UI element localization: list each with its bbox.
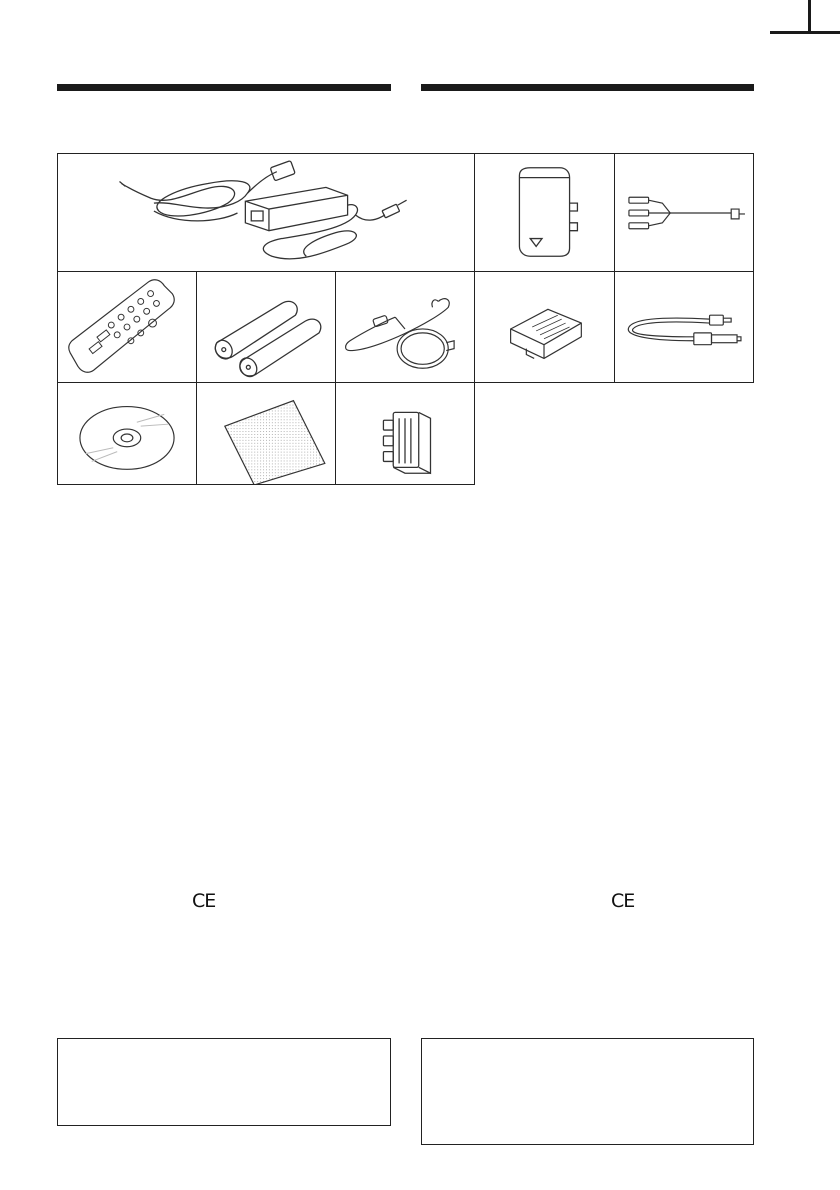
av-connecting-cable-icon — [615, 154, 753, 271]
remote-commander-icon — [58, 272, 196, 382]
accessory-cell-lens-cap — [335, 271, 475, 383]
cd-rom-icon — [58, 383, 196, 484]
shoe-cover-icon — [475, 272, 614, 382]
lens-cap-with-strap-icon — [336, 272, 474, 382]
left-notice-box — [57, 1038, 391, 1126]
accessory-cell-av-cable — [614, 153, 754, 272]
scart-adaptor-icon — [336, 383, 474, 484]
usb-cable-icon — [615, 272, 753, 382]
accessory-cell-scart-adaptor — [335, 382, 475, 485]
accessory-cell-ac-adaptor — [57, 153, 475, 272]
left-column-header-rule — [57, 84, 391, 91]
ce-mark-right: CE — [611, 890, 635, 912]
right-notice-box — [421, 1038, 754, 1145]
accessory-cell-batteries — [196, 271, 336, 383]
right-column-header-rule — [421, 84, 754, 91]
accessory-cell-shoe-cover — [474, 271, 615, 383]
corner-marker-vertical — [808, 0, 811, 34]
corner-marker-horizontal — [770, 31, 840, 34]
accessory-cell-usb-cable — [614, 271, 754, 383]
accessory-cell-remote — [57, 271, 197, 383]
cleaning-cloth-icon — [197, 383, 335, 484]
ac-adaptor-with-power-cord-icon — [58, 154, 474, 271]
battery-pack-icon — [475, 154, 614, 271]
r6-batteries-icon — [197, 272, 335, 382]
ce-mark-left: CE — [192, 890, 216, 912]
accessory-cell-cd-rom — [57, 382, 197, 485]
accessory-cell-battery-pack — [474, 153, 615, 272]
accessory-cell-cleaning-cloth — [196, 382, 336, 485]
